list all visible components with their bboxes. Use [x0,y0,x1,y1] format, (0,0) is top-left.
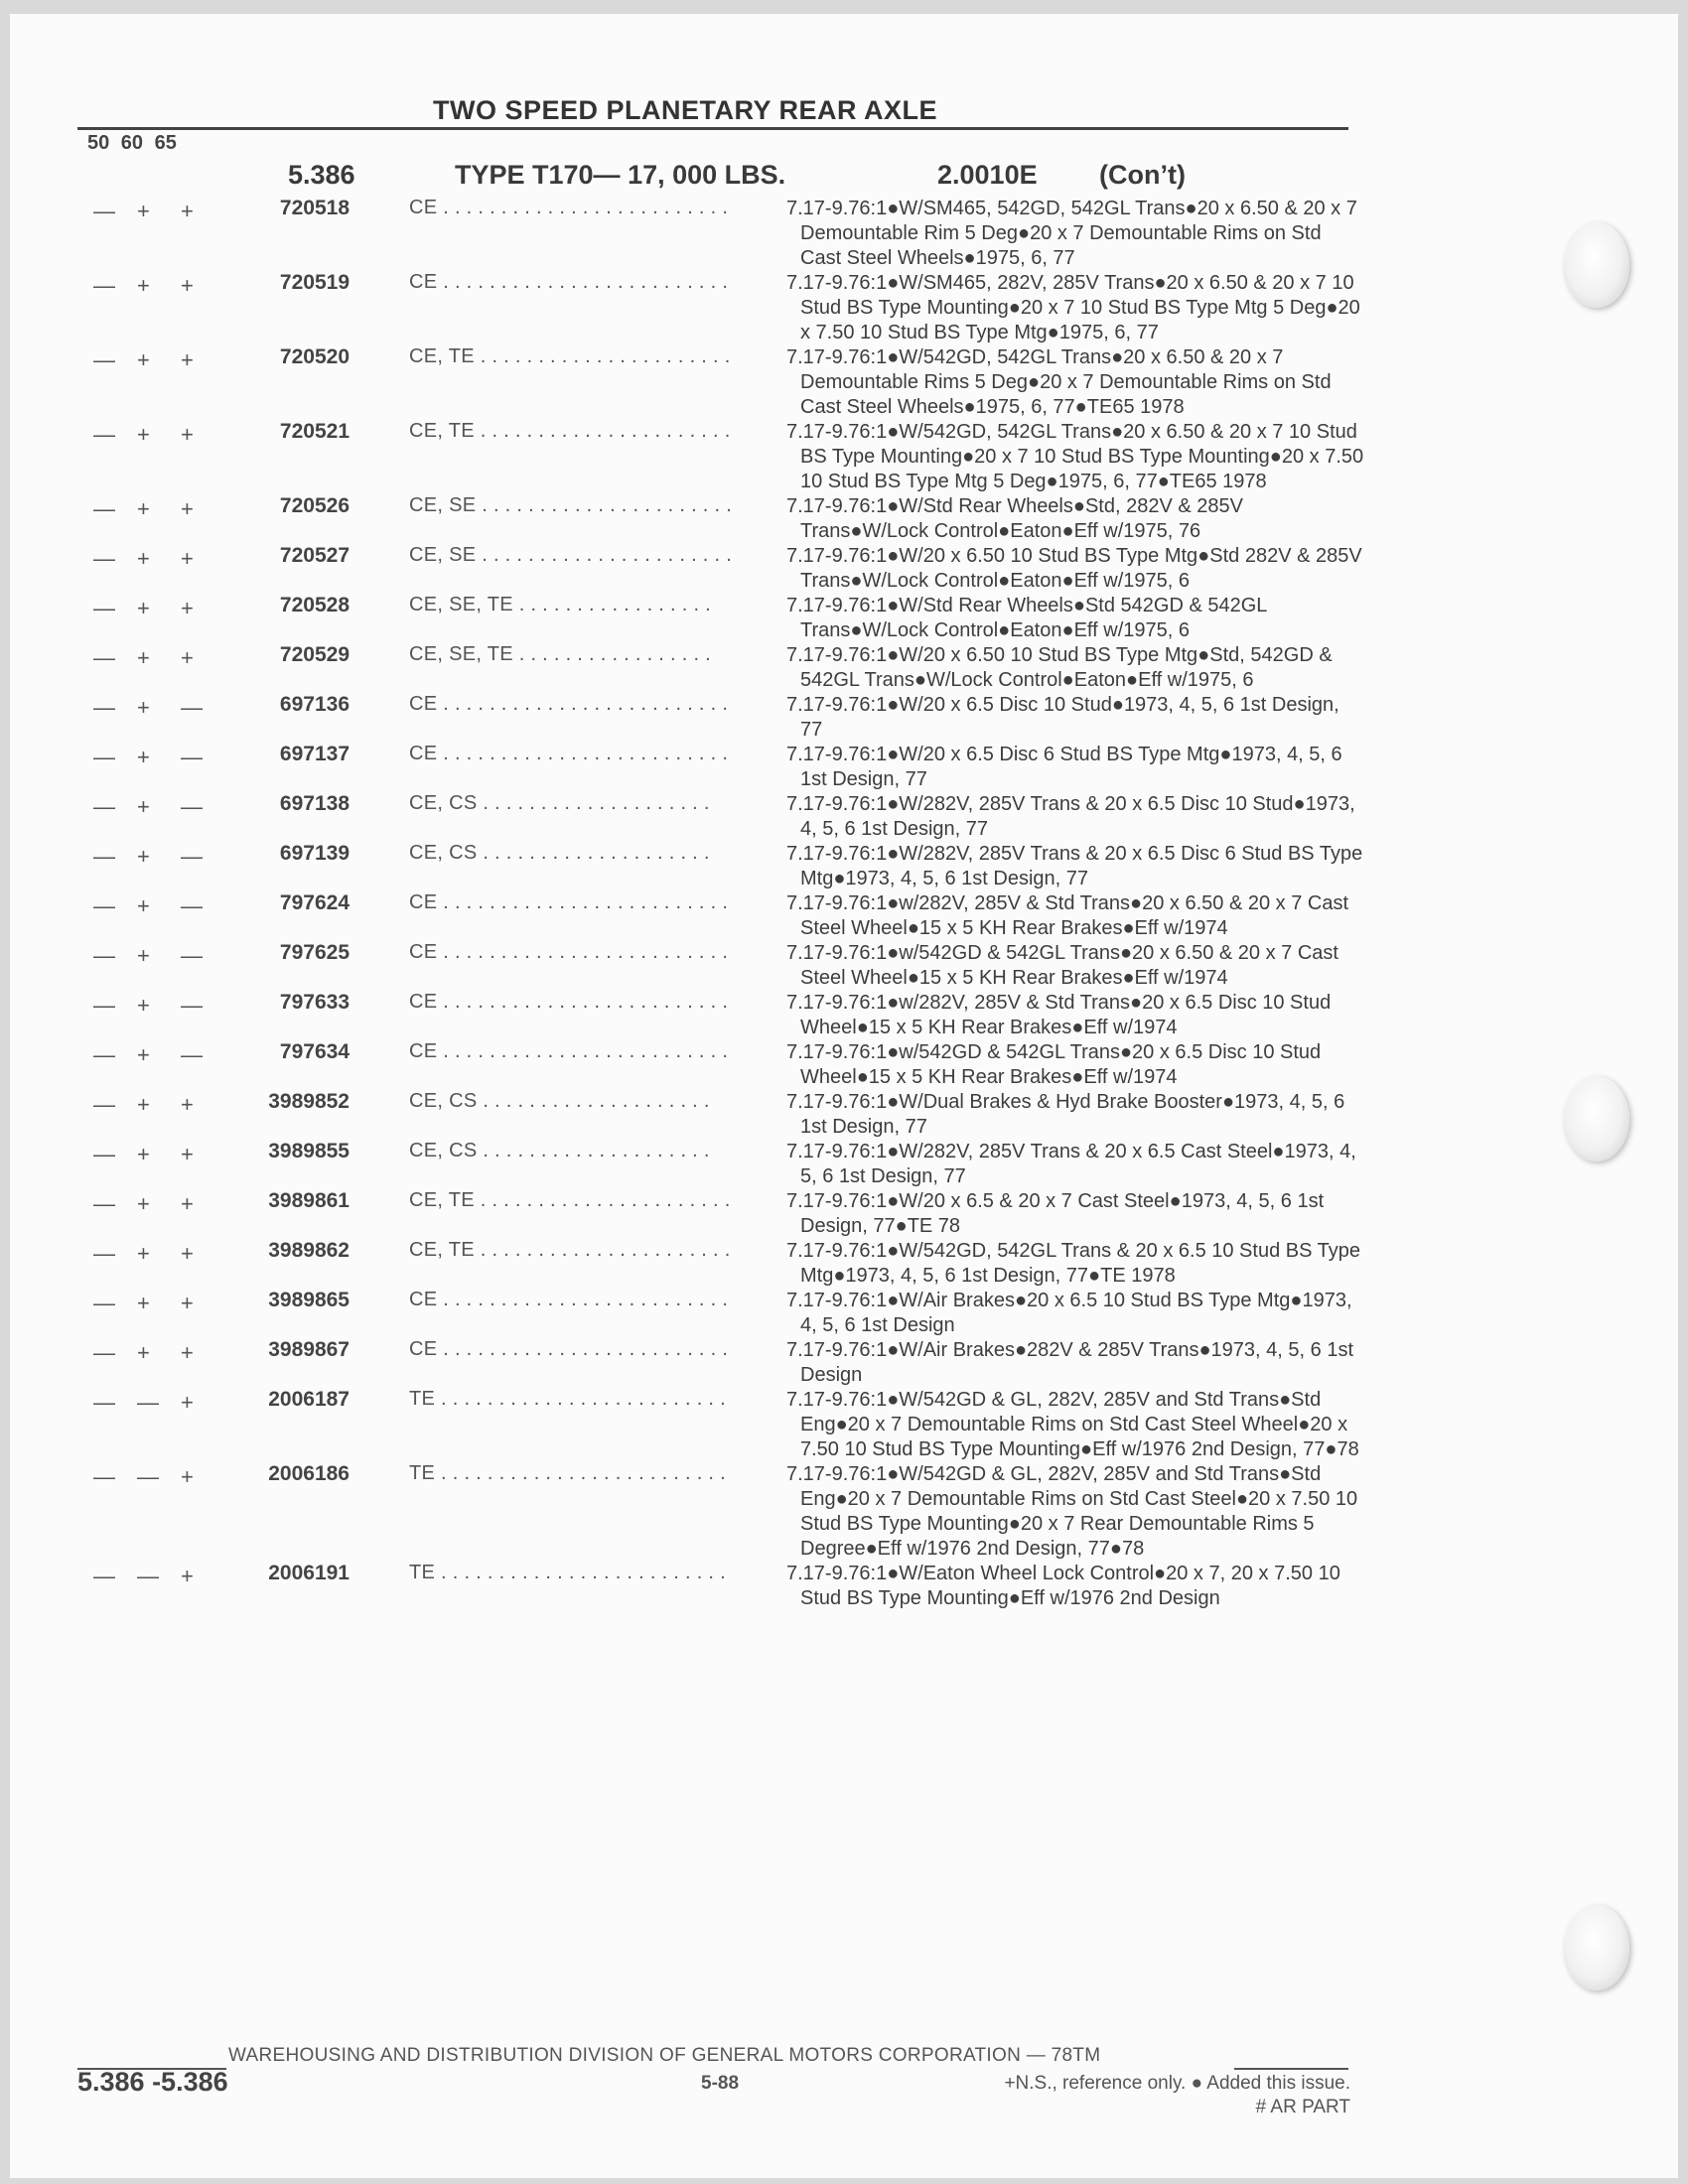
usage-codes: CE . . . . . . . . . . . . . . . . . . . . . . . . . [409,197,729,218]
part-number: 720521 [279,420,350,443]
model-year-marks [93,695,224,721]
part-description: 7.17-9.76:1●W/542GD & GL, 282V, 285V and Std Trans●Std Eng●20 x 7 Demountable Rims on Std Cast Steel Wheel●20 x 7.50 10 Stud BS Type Mounting●Eff w/1976 2nd Design, 77●78 [786,1389,1359,1460]
usage-codes: TE . . . . . . . . . . . . . . . . . . . . . . . . . [409,1562,726,1583]
year-mark: — [93,596,115,620]
model-year-marks [93,1092,224,1118]
part-description: 7.17-9.76:1●W/20 x 6.5 & 20 x 7 Cast Steel●1973, 4, 5, 6 1st Design, 77●TE 78 [786,1190,1325,1237]
year-mark: — [93,1092,115,1117]
year-mark: + [181,1464,194,1489]
model-year-marks [93,199,224,224]
section-continued: (Con’t) [1099,160,1186,190]
usage-codes: CE . . . . . . . . . . . . . . . . . . . . . . . . . [409,991,729,1013]
part-row [0,991,1688,1040]
part-row [0,792,1688,842]
part-row [0,842,1688,891]
part-description: 7.17-9.76:1●W/282V, 285V Trans & 20 x 6.5 Cast Steel●1973, 4, 5, 6 1st Design, 77 [786,1141,1356,1187]
part-row [0,544,1688,594]
title-rule [77,127,1348,130]
year-mark: + [137,745,150,769]
part-description: 7.17-9.76:1●W/542GD & GL, 282V, 285V and Std Trans●Std Eng●20 x 7 Demountable Rims on Std Cast Steel●20 x 7.50 10 Stud BS Type Mounting●20 x 7 Rear Demountable Rims 5 Degree●Eff w/1976 2nd Design, 77●78 [786,1463,1358,1560]
part-description: 7.17-9.76:1●W/Air Brakes●282V & 285V Trans●1973, 4, 5, 6 1st Design [786,1339,1353,1386]
year-mark: — [181,943,203,968]
model-year-marks [93,496,224,522]
section-type: TYPE T170— 17, 000 LBS. [455,160,786,190]
part-description: 7.17-9.76:1●W/Std Rear Wheels●Std, 282V & 285V Trans●W/Lock Control●Eaton●Eff w/1975, 76 [786,495,1243,542]
part-description: 7.17-9.76:1●W/SM465, 282V, 285V Trans●20 x 6.50 & 20 x 7 10 Stud BS Type Mounting●20 x 7 10 Stud BS Type Mtg 5 Deg●20 x 7.50 10 Stud BS Type Mtg●1975, 6, 77 [786,272,1360,343]
parts-list [0,197,1688,1611]
part-number: 720528 [279,594,350,616]
part-description: 7.17-9.76:1●W/542GD, 542GL Trans●20 x 6.50 & 20 x 7 10 Stud BS Type Mounting●20 x 7 10 Stud BS Type Mounting●20 x 7.50 10 Stud BS Type Mtg 5 Deg●1975, 6, 77●TE65 1978 [786,421,1364,492]
year-mark: — [181,745,203,769]
part-number: 720526 [279,494,350,517]
year-mark: + [181,422,194,447]
year-mark: + [181,1564,194,1588]
footer-rule-right [1234,2068,1348,2070]
year-mark: — [93,695,115,720]
part-row [0,1338,1688,1388]
model-year-marks [93,1042,224,1068]
year-mark: — [93,347,115,372]
year-mark: — [93,844,115,869]
part-description: 7.17-9.76:1●W/20 x 6.5 Disc 10 Stud●1973, 4, 5, 6 1st Design, 77 [786,694,1339,741]
part-number: 797634 [279,1040,350,1063]
year-mark: — [93,943,115,968]
model-year-marks [93,596,224,621]
year-mark: + [181,645,194,670]
usage-codes: CE, CS . . . . . . . . . . . . . . . . . . . . [409,1090,710,1112]
model-year-marks [93,273,224,299]
year-mark: — [93,1390,115,1415]
year-mark: — [93,546,115,571]
part-description: 7.17-9.76:1●W/542GD, 542GL Trans●20 x 6.50 & 20 x 7 Demountable Rims 5 Deg●20 x 7 Demountable Rims on Std Cast Steel Wheels●1975, 6, 77●TE65 1978 [786,346,1332,418]
model-year-marks [93,1340,224,1366]
year-mark: + [181,347,194,372]
usage-codes: CE . . . . . . . . . . . . . . . . . . . . . . . . . [409,1338,729,1360]
year-mark: + [137,943,150,968]
part-row [0,197,1688,271]
part-description: 7.17-9.76:1●W/Eaton Wheel Lock Control●20 x 7, 20 x 7.50 10 Stud BS Type Mounting●Eff w/1976 2nd Design [786,1563,1340,1609]
part-row [0,891,1688,941]
binder-hole-bottom [1564,1905,1629,1990]
part-row [0,1388,1688,1462]
year-mark: + [181,273,194,298]
part-number: 697136 [279,693,350,716]
model-year-marks [93,347,224,373]
part-number: 697137 [279,743,350,765]
year-mark: — [93,893,115,918]
part-description: 7.17-9.76:1●w/542GD & 542GL Trans●20 x 6.5 Disc 10 Stud Wheel●15 x 5 KH Rear Brakes●Eff w/1974 [786,1041,1322,1088]
year-mark: — [137,1390,159,1415]
part-number: 3989865 [268,1289,350,1311]
part-row [0,1090,1688,1140]
year-mark: — [93,1042,115,1067]
year-mark: — [137,1564,159,1588]
year-mark: — [181,695,203,720]
usage-codes: CE . . . . . . . . . . . . . . . . . . . . . . . . . [409,1289,729,1310]
part-row [0,693,1688,743]
year-mark: + [181,1241,194,1266]
usage-codes: CE, CS . . . . . . . . . . . . . . . . . . . . [409,842,710,864]
section-number: 2.0010E [937,160,1038,190]
model-year-marks [93,1191,224,1217]
part-row [0,743,1688,792]
year-mark: + [181,1191,194,1216]
year-mark: + [137,893,150,918]
part-description: 7.17-9.76:1●W/Dual Brakes & Hyd Brake Booster●1973, 4, 5, 6 1st Design, 77 [786,1091,1345,1138]
year-mark: + [181,199,194,223]
usage-codes: TE . . . . . . . . . . . . . . . . . . . . . . . . . [409,1388,726,1410]
usage-codes: CE . . . . . . . . . . . . . . . . . . . . . . . . . [409,941,729,963]
section-id: 5.386 [288,160,355,190]
year-mark: — [181,844,203,869]
year-mark: + [137,993,150,1018]
part-number: 720520 [279,345,350,368]
model-year-marks [93,645,224,671]
year-mark: — [93,794,115,819]
part-row [0,1189,1688,1239]
part-description: 7.17-9.76:1●W/282V, 285V Trans & 20 x 6.5 Disc 10 Stud●1973, 4, 5, 6 1st Design, 77 [786,793,1355,840]
year-mark: — [181,794,203,819]
year-mark: — [93,993,115,1018]
model-year-header: 50 60 65 [87,132,177,154]
usage-codes: CE, TE . . . . . . . . . . . . . . . . . . . . . . [409,345,731,367]
part-row [0,271,1688,345]
year-mark: — [93,1142,115,1166]
model-year-marks [93,1464,224,1490]
part-number: 720529 [279,643,350,666]
footer-division: WAREHOUSING AND DISTRIBUTION DIVISION OF GENERAL MOTORS CORPORATION — 78TM [228,2045,1101,2066]
model-year-marks [93,993,224,1019]
usage-codes: CE, SE . . . . . . . . . . . . . . . . . . . . . . [409,544,733,566]
model-year-marks [93,422,224,448]
page-title: TWO SPEED PLANETARY REAR AXLE [433,95,938,125]
usage-codes: CE, CS . . . . . . . . . . . . . . . . . . . . [409,1140,710,1161]
usage-codes: CE, TE . . . . . . . . . . . . . . . . . . . . . . [409,420,731,442]
year-mark: + [181,1291,194,1315]
year-mark: — [93,1241,115,1266]
part-description: 7.17-9.76:1●W/542GD, 542GL Trans & 20 x 6.5 10 Stud BS Type Mtg●1973, 4, 5, 6 1st Design, 77●TE 1978 [786,1240,1360,1287]
part-row [0,643,1688,693]
year-mark: + [181,1390,194,1415]
part-row [0,1289,1688,1338]
year-mark: — [181,1042,203,1067]
usage-codes: CE . . . . . . . . . . . . . . . . . . . . . . . . . [409,693,729,715]
part-description: 7.17-9.76:1●W/SM465, 542GD, 542GL Trans●20 x 6.50 & 20 x 7 Demountable Rim 5 Deg●20 x 7 Demountable Rims on Std Cast Steel Wheels●1975, 6, 77 [786,198,1357,269]
footer-legend: +N.S., reference only. ● Added this issue. [1004,2073,1350,2094]
usage-codes: CE, TE . . . . . . . . . . . . . . . . . . . . . . [409,1189,731,1211]
usage-codes: TE . . . . . . . . . . . . . . . . . . . . . . . . . [409,1462,726,1484]
usage-codes: CE . . . . . . . . . . . . . . . . . . . . . . . . . [409,891,729,913]
year-mark: + [137,596,150,620]
model-year-marks [93,1564,224,1589]
part-number: 2006191 [268,1562,350,1584]
part-row [0,420,1688,494]
year-mark: + [137,1092,150,1117]
part-description: 7.17-9.76:1●W/282V, 285V Trans & 20 x 6.5 Disc 6 Stud BS Type Mtg●1973, 4, 5, 6 1st Design, 77 [786,843,1363,889]
year-mark: + [137,1142,150,1166]
part-number: 720519 [279,271,350,294]
model-year-marks [93,943,224,969]
year-mark: + [137,645,150,670]
year-mark: + [137,1042,150,1067]
usage-codes: CE, CS . . . . . . . . . . . . . . . . . . . . [409,792,710,814]
year-mark: + [137,1291,150,1315]
year-mark: + [137,347,150,372]
part-number: 2006186 [268,1462,350,1485]
usage-codes: CE, TE . . . . . . . . . . . . . . . . . . . . . . [409,1239,731,1261]
year-mark: + [137,496,150,521]
year-mark: — [93,1564,115,1588]
year-mark: — [93,496,115,521]
year-mark: + [181,596,194,620]
year-mark: + [137,844,150,869]
year-mark: + [181,496,194,521]
year-mark: + [181,1340,194,1365]
year-mark: + [137,1340,150,1365]
part-description: 7.17-9.76:1●w/282V, 285V & Std Trans●20 x 6.50 & 20 x 7 Cast Steel Wheel●15 x 5 KH Rear Brakes●Eff w/1974 [786,892,1348,939]
part-number: 3989862 [268,1239,350,1262]
part-number: 720527 [279,544,350,567]
part-number: 697138 [279,792,350,815]
part-number: 2006187 [268,1388,350,1411]
model-year-marks [93,1390,224,1416]
year-mark: — [93,1191,115,1216]
part-number: 697139 [279,842,350,865]
year-mark: + [181,1092,194,1117]
part-number: 3989861 [268,1189,350,1212]
model-year-marks [93,546,224,572]
usage-codes: CE . . . . . . . . . . . . . . . . . . . . . . . . . [409,743,729,764]
year-mark: — [93,422,115,447]
year-mark: — [93,745,115,769]
year-mark: + [137,1191,150,1216]
year-mark: — [93,1340,115,1365]
part-row [0,1040,1688,1090]
usage-codes: CE . . . . . . . . . . . . . . . . . . . . . . . . . [409,1040,729,1062]
part-row [0,1462,1688,1562]
year-mark: — [93,199,115,223]
part-description: 7.17-9.76:1●W/20 x 6.5 Disc 6 Stud BS Type Mtg●1973, 4, 5, 6 1st Design, 77 [786,744,1342,790]
year-mark: + [137,273,150,298]
part-number: 3989867 [268,1338,350,1361]
footer-page-number: 5-88 [701,2073,740,2094]
part-number: 797624 [279,891,350,914]
part-description: 7.17-9.76:1●W/20 x 6.50 10 Stud BS Type Mtg●Std 282V & 285V Trans●W/Lock Control●Eaton●Eff w/1975, 6 [786,545,1362,592]
year-mark: — [93,1291,115,1315]
year-mark: + [137,546,150,571]
model-year-marks [93,893,224,919]
footer-ar-part: # AR PART [1255,2097,1350,2117]
part-description: 7.17-9.76:1●W/Std Rear Wheels●Std 542GD & 542GL Trans●W/Lock Control●Eaton●Eff w/1975, 6 [786,595,1267,641]
year-mark: — [137,1464,159,1489]
usage-codes: CE, SE, TE . . . . . . . . . . . . . . . . . [409,594,712,615]
part-row [0,1239,1688,1289]
part-row [0,1140,1688,1189]
usage-codes: CE, SE, TE . . . . . . . . . . . . . . . . . [409,643,712,665]
footer-section-range: 5.386 -5.386 [77,2067,228,2097]
year-mark: — [181,993,203,1018]
part-number: 797625 [279,941,350,964]
model-year-marks [93,745,224,770]
part-row [0,594,1688,643]
usage-codes: CE, SE . . . . . . . . . . . . . . . . . . . . . . [409,494,733,516]
year-mark: — [181,893,203,918]
model-year-marks [93,1241,224,1267]
model-year-marks [93,794,224,820]
part-row [0,345,1688,420]
year-mark: + [137,794,150,819]
part-number: 3989855 [268,1140,350,1162]
model-year-marks [93,844,224,870]
part-description: 7.17-9.76:1●W/Air Brakes●20 x 6.5 10 Stud BS Type Mtg●1973, 4, 5, 6 1st Design [786,1290,1352,1336]
year-mark: + [137,1241,150,1266]
part-row [0,494,1688,544]
year-mark: + [181,1142,194,1166]
model-year-marks [93,1291,224,1316]
year-mark: — [93,645,115,670]
year-mark: + [181,546,194,571]
part-number: 797633 [279,991,350,1014]
usage-codes: CE . . . . . . . . . . . . . . . . . . . . . . . . . [409,271,729,293]
model-year-marks [93,1142,224,1167]
year-mark: + [137,422,150,447]
part-number: 720518 [279,197,350,219]
part-description: 7.17-9.76:1●W/20 x 6.50 10 Stud BS Type Mtg●Std, 542GD & 542GL Trans●W/Lock Control●Eaton●Eff w/1975, 6 [786,644,1333,691]
part-row [0,941,1688,991]
part-description: 7.17-9.76:1●w/282V, 285V & Std Trans●20 x 6.5 Disc 10 Stud Wheel●15 x 5 KH Rear Brakes●Eff w/1974 [786,992,1332,1038]
part-row [0,1562,1688,1611]
part-description: 7.17-9.76:1●w/542GD & 542GL Trans●20 x 6.50 & 20 x 7 Cast Steel Wheel●15 x 5 KH Rear Brakes●Eff w/1974 [786,942,1338,989]
year-mark: + [137,695,150,720]
part-number: 3989852 [268,1090,350,1113]
year-mark: — [93,273,115,298]
year-mark: — [93,1464,115,1489]
year-mark: + [137,199,150,223]
